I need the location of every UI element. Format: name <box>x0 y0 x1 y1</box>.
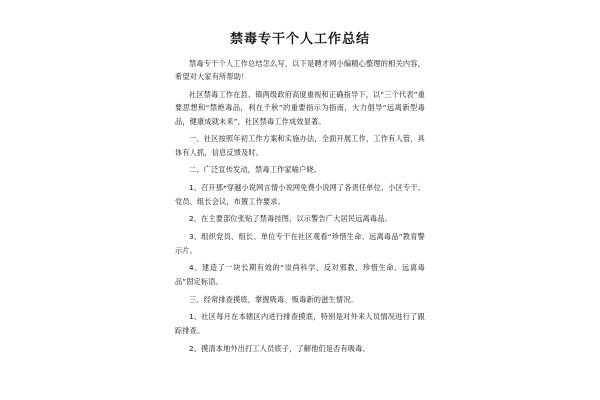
paragraph-item-3-2: 2、摸清本地外出打工人员底子，了解他们是否有吸毒。 <box>189 343 370 353</box>
paragraph-overview: 社区禁毒工作在县、镇两级政府高度重视和正确指导下，以“三个代表”重要思想和“禁绝毒品，利在千秋”的重要指示为指南，大力倡导“远离新型毒品，健康成就未来”，社区禁毒工作成效显著。 <box>175 90 425 126</box>
paragraph-section-3: 三、经常排查摸底，掌握吸毒、贩毒新的滋生情况。 <box>189 294 358 304</box>
paragraph-item-3-1: 1、社区每月在本辖区内进行排查摸底，特别是对外来人员情况进行了跟踪排查。 <box>175 312 425 335</box>
document-page <box>175 22 425 394</box>
paragraph-section-2: 二、广泛宣传发动，禁毒工作家喻户晓。 <box>189 165 322 175</box>
paragraph-intro: 禁毒专干个人工作总结怎么写，以下是聘才网小编精心整理的相关内容，希望对大家有所帮助！ <box>175 59 425 82</box>
paragraph-item-2-3: 3、组织党员、组长、单位专干在社区观看“珍惜生命、远离毒品”教育警示片。 <box>175 232 425 255</box>
paragraph-section-1: 一、社区按照年初工作方案和实施办法，全面开展工作，工作有人管，具体有人抓，信息反馈及时。 <box>175 134 425 157</box>
document-title: 禁毒专干个人工作总结 <box>229 32 370 47</box>
paragraph-item-2-2: 2、在主要部位张贴了禁毒挂图，以示警告广大居民远离毒品。 <box>189 214 392 224</box>
paragraph-item-2-1: 1、召开那*穿越小说网言情小说网免费小说网了各责任单位、小区专干、党员、组长会议，布置工作要求。 <box>175 183 425 206</box>
paragraph-item-2-4: 4、建造了一块长期有效的“崇尚科学、反对邪教、珍惜生命、远离毒品”固定标语。 <box>175 263 425 286</box>
